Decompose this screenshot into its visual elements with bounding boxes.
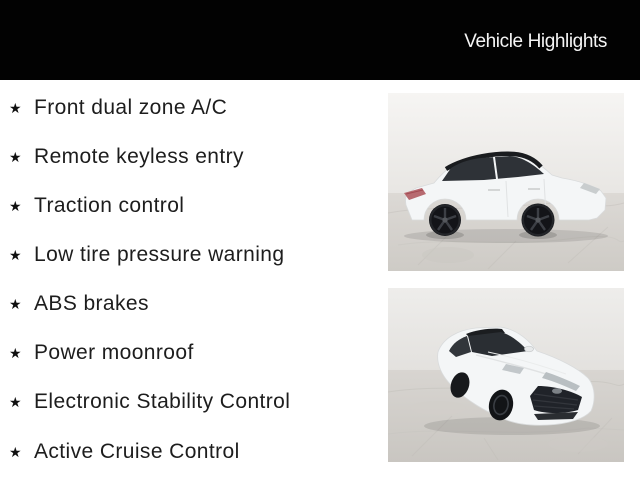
header-bar (0, 0, 640, 80)
vehicle-front-illustration (388, 288, 624, 462)
page-title: Vehicle Highlights (464, 30, 607, 52)
star-bullet-icon: ★ (9, 246, 22, 263)
feature-item-electronic-stability-control (8, 378, 290, 427)
feature-item-low-tire-pressure-warning (8, 230, 290, 279)
feature-label: ABS brakes (34, 292, 149, 316)
star-bullet-icon: ★ (9, 148, 22, 165)
feature-item-front-dual-zone-ac (8, 83, 290, 132)
star-bullet-icon: ★ (9, 345, 22, 362)
star-bullet-icon: ★ (9, 99, 22, 116)
star-bullet-icon: ★ (9, 296, 22, 313)
feature-label: Front dual zone A/C (34, 95, 228, 119)
feature-label: Power moonroof (34, 341, 194, 365)
vehicle-side-illustration (388, 93, 624, 271)
vehicle-photo-front-quarter-view[interactable] (388, 288, 624, 462)
feature-label: Electronic Stability Control (34, 390, 291, 414)
feature-label: Active Cruise Control (34, 439, 240, 463)
feature-item-abs-brakes (8, 280, 290, 329)
feature-list (0, 83, 290, 476)
star-bullet-icon: ★ (9, 394, 22, 411)
star-bullet-icon: ★ (9, 443, 22, 460)
feature-item-remote-keyless-entry (8, 132, 290, 181)
feature-item-traction-control (8, 181, 290, 230)
feature-label: Traction control (34, 193, 185, 217)
feature-label: Low tire pressure warning (34, 242, 285, 266)
feature-label: Remote keyless entry (34, 144, 244, 168)
feature-item-power-moonroof (8, 329, 290, 378)
star-bullet-icon: ★ (9, 197, 22, 214)
vehicle-photo-side-view[interactable] (388, 93, 624, 271)
feature-item-active-cruise-control (8, 427, 290, 476)
